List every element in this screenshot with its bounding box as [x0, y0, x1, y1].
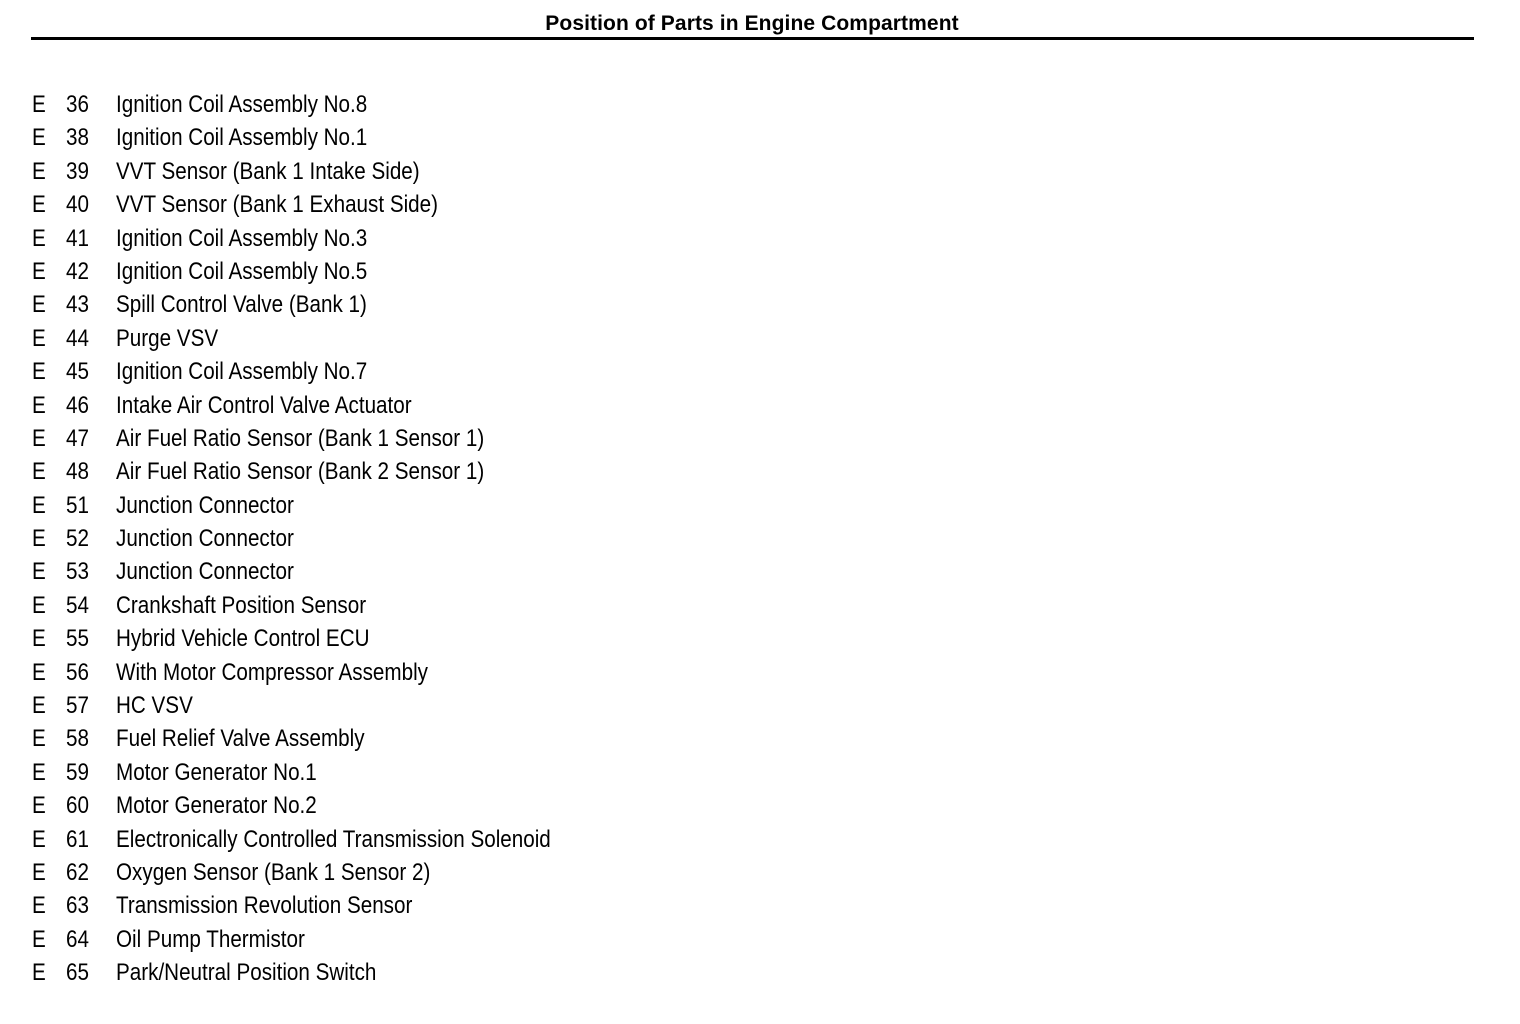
part-connector-number: 63 [66, 892, 89, 920]
part-connector-letter: E [32, 424, 46, 452]
part-connector-letter: E [32, 324, 46, 352]
part-connector-number: 44 [66, 324, 89, 352]
part-connector-letter: E [32, 959, 46, 987]
part-name: VVT Sensor (Bank 1 Exhaust Side) [116, 191, 439, 219]
part-connector-letter: E [32, 591, 46, 619]
part-connector-letter: E [32, 224, 46, 252]
part-name: VVT Sensor (Bank 1 Intake Side) [116, 157, 420, 185]
part-connector-number: 62 [66, 858, 89, 886]
part-name: Fuel Relief Valve Assembly [116, 725, 365, 753]
part-name: Spill Control Valve (Bank 1) [116, 291, 367, 319]
part-connector-number: 36 [66, 91, 89, 118]
part-connector-letter: E [32, 625, 46, 653]
part-connector-number: 64 [66, 925, 89, 953]
part-name: Intake Air Control Valve Actuator [116, 391, 412, 419]
part-name: HC VSV [116, 692, 193, 720]
part-connector-number: 45 [66, 358, 89, 386]
part-connector-number: 54 [66, 591, 89, 619]
part-connector-letter: E [32, 825, 46, 853]
part-name: Ignition Coil Assembly No.1 [116, 124, 368, 152]
part-connector-letter: E [32, 458, 46, 486]
part-connector-letter: E [32, 91, 46, 118]
part-name: Junction Connector [116, 558, 294, 586]
part-connector-number: 39 [66, 157, 89, 185]
part-name: With Motor Compressor Assembly [116, 658, 428, 686]
part-connector-letter: E [32, 291, 46, 319]
part-name: Oil Pump Thermistor [116, 925, 305, 953]
part-connector-letter: E [32, 391, 46, 419]
part-connector-letter: E [32, 692, 46, 720]
part-name: Crankshaft Position Sensor [116, 591, 367, 619]
part-name: Hybrid Vehicle Control ECU [116, 625, 370, 653]
part-connector-letter: E [32, 358, 46, 386]
part-name: Ignition Coil Assembly No.5 [116, 257, 368, 285]
part-connector-letter: E [32, 925, 46, 953]
part-connector-number: 38 [66, 124, 89, 152]
part-connector-number: 41 [66, 224, 89, 252]
part-name: Air Fuel Ratio Sensor (Bank 2 Sensor 1) [116, 458, 485, 486]
part-connector-letter: E [32, 525, 46, 553]
part-connector-number: 56 [66, 658, 89, 686]
part-connector-number: 65 [66, 959, 89, 987]
part-connector-number: 59 [66, 758, 89, 786]
part-connector-number: 42 [66, 257, 89, 285]
part-connector-letter: E [32, 191, 46, 219]
part-connector-number: 53 [66, 558, 89, 586]
part-connector-number: 48 [66, 458, 89, 486]
part-name: Junction Connector [116, 491, 294, 519]
part-connector-number: 58 [66, 725, 89, 753]
part-name: Ignition Coil Assembly No.8 [116, 91, 368, 118]
part-connector-number: 52 [66, 525, 89, 553]
part-name: Electronically Controlled Transmission Solenoid [116, 825, 551, 853]
part-connector-letter: E [32, 758, 46, 786]
part-name: Oxygen Sensor (Bank 1 Sensor 2) [116, 858, 431, 886]
part-name: Motor Generator No.2 [116, 792, 317, 820]
part-connector-letter: E [32, 157, 46, 185]
page-title: Position of Parts in Engine Compartment [545, 12, 959, 35]
part-name: Transmission Revolution Sensor [116, 892, 413, 920]
part-connector-number: 46 [66, 391, 89, 419]
part-connector-number: 43 [66, 291, 89, 319]
part-connector-letter: E [32, 858, 46, 886]
part-connector-letter: E [32, 725, 46, 753]
part-connector-number: 60 [66, 792, 89, 820]
part-name: Motor Generator No.1 [116, 758, 317, 786]
part-connector-letter: E [32, 558, 46, 586]
part-name: Air Fuel Ratio Sensor (Bank 1 Sensor 1) [116, 424, 485, 452]
part-connector-number: 57 [66, 692, 89, 720]
part-name: Junction Connector [116, 525, 294, 553]
title-divider [31, 37, 1474, 40]
part-connector-letter: E [32, 892, 46, 920]
part-connector-letter: E [32, 124, 46, 152]
part-connector-number: 55 [66, 625, 89, 653]
part-connector-letter: E [32, 491, 46, 519]
part-name: Ignition Coil Assembly No.3 [116, 224, 368, 252]
part-name: Purge VSV [116, 324, 219, 352]
part-connector-letter: E [32, 257, 46, 285]
part-connector-number: 40 [66, 191, 89, 219]
part-name: Ignition Coil Assembly No.7 [116, 358, 368, 386]
part-connector-letter: E [32, 792, 46, 820]
part-connector-letter: E [32, 658, 46, 686]
part-connector-number: 61 [66, 825, 89, 853]
part-connector-number: 51 [66, 491, 89, 519]
part-connector-number: 47 [66, 424, 89, 452]
part-name: Park/Neutral Position Switch [116, 959, 377, 987]
